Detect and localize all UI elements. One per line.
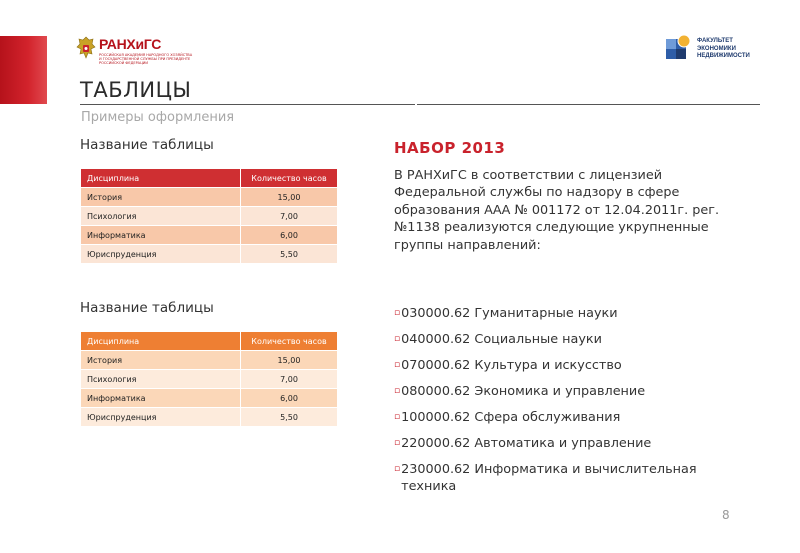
cell-discipline: Юриспруденция <box>81 245 241 264</box>
cell-discipline: Информатика <box>81 226 241 245</box>
cell-hours: 7,00 <box>241 207 338 226</box>
cell-hours: 5,50 <box>241 245 338 264</box>
cell-discipline: История <box>81 351 241 370</box>
table-row <box>81 245 338 264</box>
cube-sphere-icon <box>664 34 692 62</box>
direction-text: 230000.62 Информатика и вычислительная техника <box>401 462 697 495</box>
cell-hours: 6,00 <box>241 226 338 245</box>
table-2 <box>80 331 338 427</box>
bullet-icon: ▫ <box>394 438 401 448</box>
title-divider-right <box>417 104 760 105</box>
bullet-icon: ▫ <box>394 308 401 318</box>
table-row <box>81 188 338 207</box>
bullet-icon: ▫ <box>394 464 401 474</box>
ranepa-name: РАНХиГС <box>99 36 162 52</box>
bullet-icon: ▫ <box>394 334 401 344</box>
ranepa-logo <box>76 36 196 66</box>
list-item <box>394 409 724 426</box>
bullet-icon: ▫ <box>394 412 401 422</box>
table-row <box>81 408 338 427</box>
column-header-discipline: Дисциплина <box>81 169 241 188</box>
nabor-text: В РАНХиГС в соответствии с лицензией Федеральной службы по надзору в сфере образования ААА № 001172 от 12.04.2011г. рег. №1138 реализуются следующие укрупненные группы направлений: <box>394 168 720 253</box>
direction-text: 100000.62 Сфера обслуживания <box>401 410 621 425</box>
faculty-line-2: ЭКОНОМИКИ <box>697 45 736 52</box>
list-item <box>394 357 724 374</box>
cell-hours: 6,00 <box>241 389 338 408</box>
bullet-icon: ▫ <box>394 386 401 396</box>
direction-text: 220000.62 Автоматика и управление <box>401 436 652 451</box>
table-row <box>81 351 338 370</box>
table-header-row <box>81 332 338 351</box>
list-item <box>394 331 724 348</box>
nabor-title: НАБОР 2013 <box>394 139 506 157</box>
faculty-line-1: ФАКУЛЬТЕТ <box>697 38 733 44</box>
cell-discipline: Психология <box>81 207 241 226</box>
eagle-emblem-icon <box>76 36 96 60</box>
bullet-icon: ▫ <box>394 360 401 370</box>
cell-hours: 7,00 <box>241 370 338 389</box>
cell-discipline: История <box>81 188 241 207</box>
ranepa-subtitle: РОССИЙСКАЯ АКАДЕМИЯ НАРОДНОГО ХОЗЯЙСТВА И ГОСУДАРСТВЕННОЙ СЛУЖБЫ ПРИ ПРЕЗИДЕНТЕ РОССИЙСКОЙ ФЕДЕРАЦИИ <box>99 53 193 65</box>
slide-title: ТАБЛИЦЫ <box>80 78 192 102</box>
direction-text: 040000.62 Социальные науки <box>401 332 602 347</box>
faculty-logo <box>664 34 764 66</box>
table-row <box>81 207 338 226</box>
cell-hours: 5,50 <box>241 408 338 427</box>
slide-subtitle: Примеры оформления <box>81 110 235 125</box>
table-1 <box>80 168 338 264</box>
cell-hours: 15,00 <box>241 188 338 207</box>
column-header-hours: Количество часов <box>241 332 338 351</box>
list-item <box>394 461 724 496</box>
direction-text: 030000.62 Гуманитарные науки <box>401 306 618 321</box>
title-divider-left <box>80 104 415 105</box>
table-row <box>81 370 338 389</box>
list-item <box>394 305 724 322</box>
table-header-row <box>81 169 338 188</box>
list-item <box>394 435 724 452</box>
faculty-line-3: НЕДВИЖИМОСТИ <box>697 53 750 59</box>
directions-list <box>394 305 724 504</box>
cell-discipline: Юриспруденция <box>81 408 241 427</box>
column-header-hours: Количество часов <box>241 169 338 188</box>
table-2-title: Название таблицы <box>80 300 214 316</box>
direction-text: 070000.62 Культура и искусство <box>401 358 622 373</box>
table-row <box>81 226 338 245</box>
column-header-discipline: Дисциплина <box>81 332 241 351</box>
cell-discipline: Информатика <box>81 389 241 408</box>
list-item <box>394 383 724 400</box>
table-row <box>81 389 338 408</box>
red-accent-bar <box>0 36 47 104</box>
direction-text: 080000.62 Экономика и управление <box>401 384 646 399</box>
table-1-title: Название таблицы <box>80 137 214 153</box>
faculty-name <box>697 38 750 61</box>
cell-hours: 15,00 <box>241 351 338 370</box>
page-number: 8 <box>722 508 730 522</box>
cell-discipline: Психология <box>81 370 241 389</box>
